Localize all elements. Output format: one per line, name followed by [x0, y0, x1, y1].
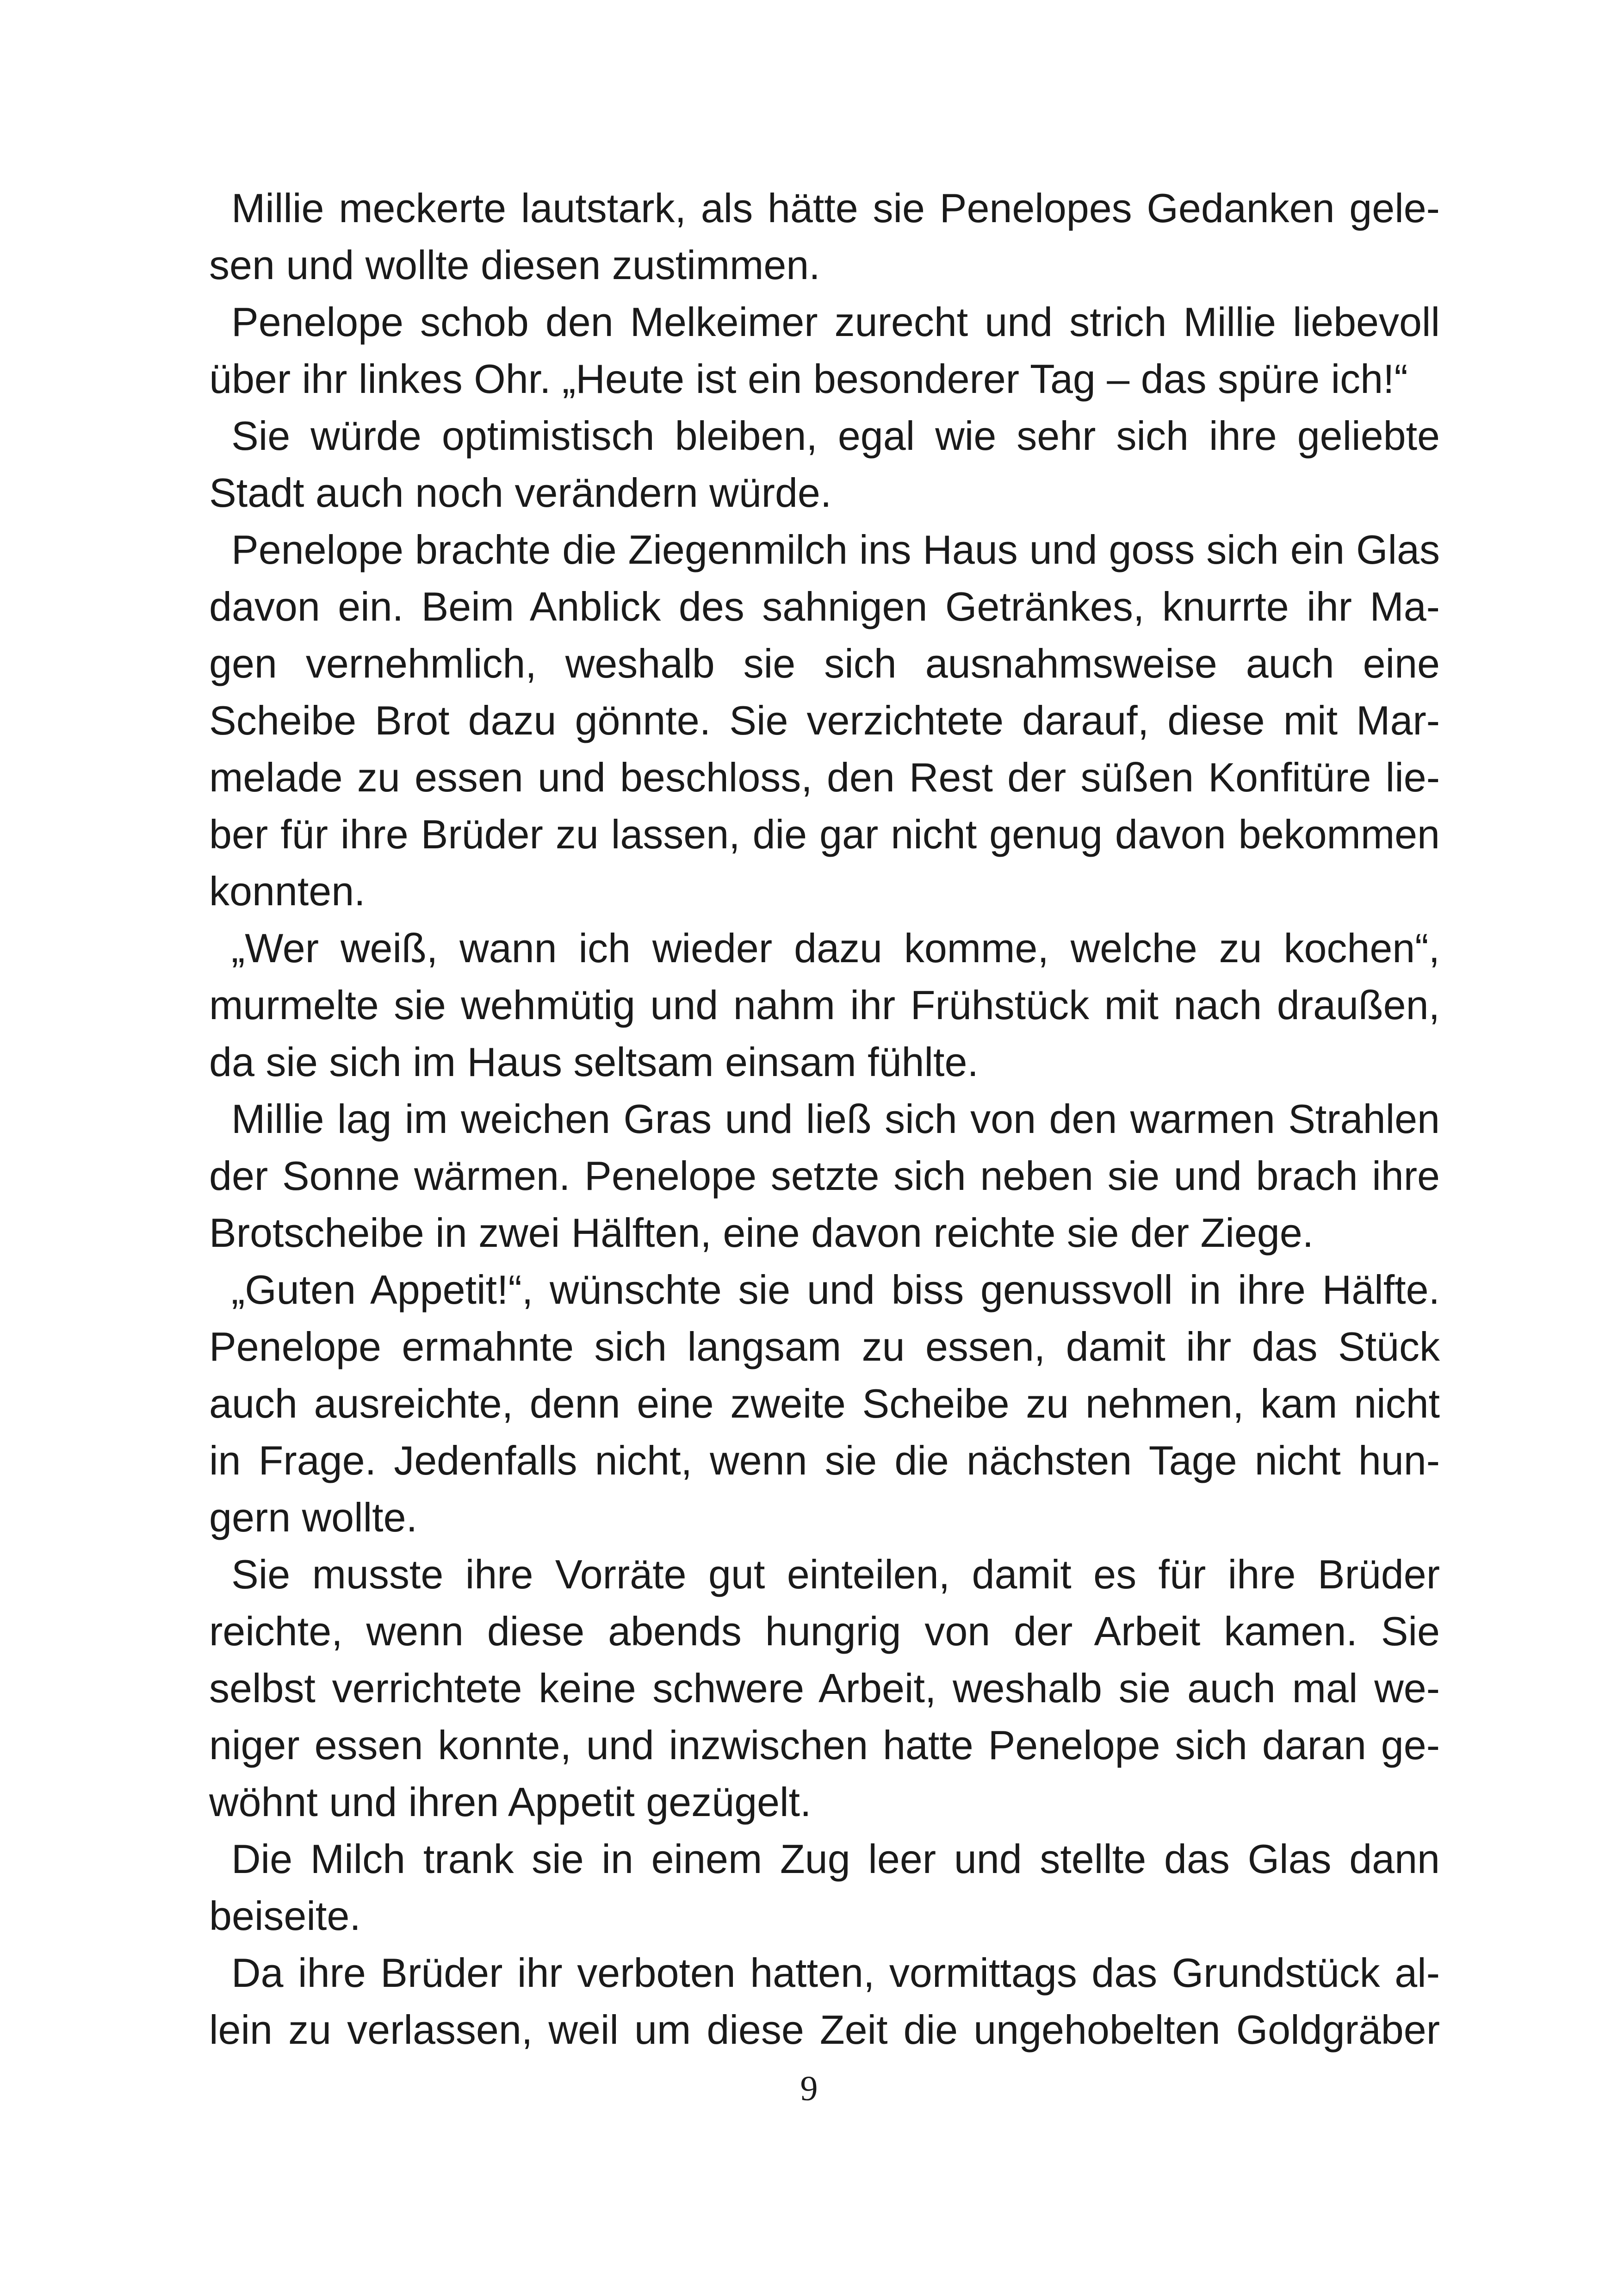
paragraph: [209, 1546, 1440, 1830]
text-line: Da ihre Brüder ihr verboten hatten, vormittags das Grundstück al-: [231, 1950, 1440, 1996]
text-line: konnten.: [209, 868, 366, 914]
text-line: wöhnt und ihren Appetit gezügelt.: [209, 1779, 812, 1825]
text-line: Penelope brachte die Ziegenmilch ins Haus und goss sich ein Glas: [231, 527, 1440, 572]
paragraph: [209, 407, 1440, 521]
text-line: sen und wollte diesen zustimmen.: [209, 242, 820, 288]
page-number: 9: [800, 2069, 818, 2108]
text-line: gen vernehmlich, weshalb sie sich ausnahmsweise auch eine: [209, 641, 1440, 686]
text-line: Die Milch trank sie in einem Zug leer und stellte das Glas dann: [231, 1836, 1440, 1882]
paragraph: [209, 293, 1440, 407]
text-line: der Sonne wärmen. Penelope setzte sich neben sie und brach ihre: [209, 1153, 1440, 1199]
text-line: reichte, wenn diese abends hungrig von der Arbeit kamen. Sie: [209, 1608, 1440, 1654]
text-line: Sie würde optimistisch bleiben, egal wie sehr sich ihre geliebte: [231, 413, 1440, 459]
text-line: davon ein. Beim Anblick des sahnigen Getränkes, knurrte ihr Ma-: [209, 584, 1440, 629]
text-line: selbst verrichtete keine schwere Arbeit, weshalb sie auch mal we-: [209, 1665, 1440, 1711]
text-line: lein zu verlassen, weil um diese Zeit die ungehobelten Goldgräber: [209, 2007, 1440, 2053]
paragraph: [209, 1830, 1440, 1944]
text-line: da sie sich im Haus seltsam einsam fühlte.: [209, 1039, 979, 1085]
text-line: melade zu essen und beschloss, den Rest der süßen Konfitüre lie-: [209, 754, 1440, 800]
text-line: über ihr linkes Ohr. „Heute ist ein besonderer Tag – das spüre ich!“: [209, 356, 1408, 402]
text-line: in Frage. Jedenfalls nicht, wenn sie die nächsten Tage nicht hun-: [209, 1437, 1440, 1483]
paragraph: [209, 1944, 1440, 2058]
text-line: „Guten Appetit!“, wünschte sie und biss genussvoll in ihre Hälfte.: [231, 1267, 1440, 1313]
text-line: „Wer weiß, wann ich wieder dazu komme, welche zu kochen“,: [231, 925, 1440, 971]
text-line: Scheibe Brot dazu gönnte. Sie verzichtete darauf, diese mit Mar-: [209, 697, 1440, 743]
text-line: auch ausreichte, denn eine zweite Scheibe zu nehmen, kam nicht: [209, 1381, 1440, 1426]
paragraph: [209, 920, 1440, 1090]
text-line: Penelope schob den Melkeimer zurecht und strich Millie liebevoll: [231, 299, 1440, 345]
text-line: Millie meckerte lautstark, als hätte sie Penelopes Gedanken gele-: [231, 185, 1440, 231]
body-text: [209, 180, 1440, 2058]
text-line: Penelope ermahnte sich langsam zu essen, damit ihr das Stück: [209, 1324, 1440, 1369]
paragraph: [209, 521, 1440, 920]
text-line: gern wollte.: [209, 1494, 418, 1540]
text-line: beiseite.: [209, 1893, 361, 1939]
paragraph: [209, 1090, 1440, 1261]
paragraph: [209, 180, 1440, 293]
paragraph: [209, 1261, 1440, 1546]
text-line: Sie musste ihre Vorräte gut einteilen, damit es für ihre Brüder: [231, 1551, 1440, 1597]
text-line: Stadt auch noch verändern würde.: [209, 470, 832, 516]
text-line: ber für ihre Brüder zu lassen, die gar nicht genug davon bekommen: [209, 811, 1440, 857]
text-line: Millie lag im weichen Gras und ließ sich von den warmen Strahlen: [231, 1096, 1440, 1142]
text-line: niger essen konnte, und inzwischen hatte Penelope sich daran ge-: [209, 1722, 1440, 1768]
text-line: murmelte sie wehmütig und nahm ihr Frühstück mit nach draußen,: [209, 982, 1440, 1028]
text-line: Brotscheibe in zwei Hälften, eine davon reichte sie der Ziege.: [209, 1210, 1314, 1256]
